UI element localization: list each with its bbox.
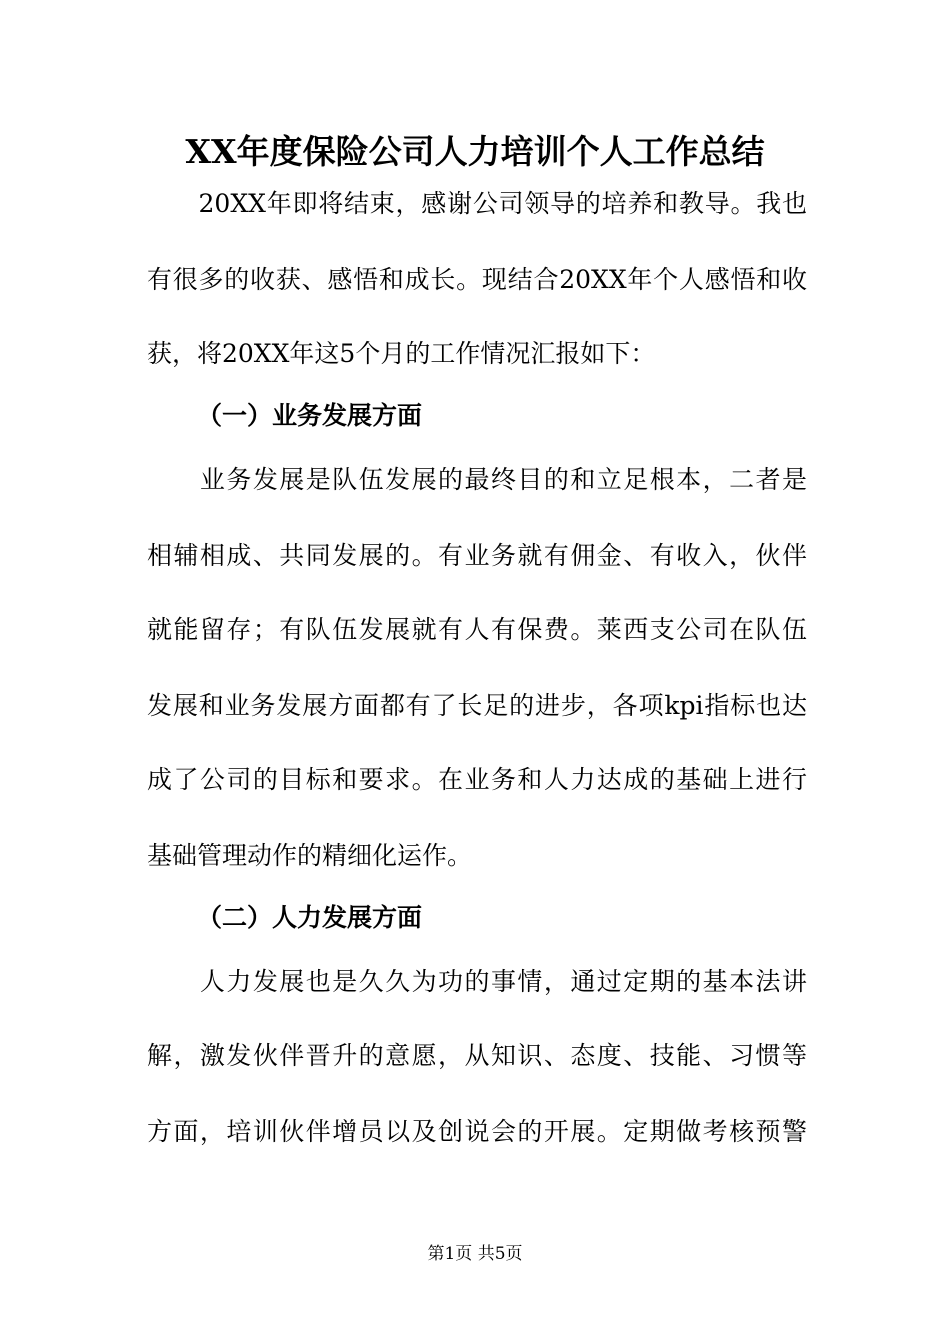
page-footer: 第1页 共5页 [427,1244,523,1264]
paragraph-line: 方面，培训伙伴增员以及创说会的开展。定期做考核预警 [147,1117,807,1146]
section-heading-manpower: （二）人力发展方面 [197,903,423,932]
document-title: XX年度保险公司人力培训个人工作总结 [185,132,765,171]
paragraph-line: 业务发展是队伍发展的最终目的和立足根本，二者是 [147,465,807,494]
paragraph-line: 20XX年即将结束，感谢公司领导的培养和教导。我也 [147,189,807,218]
paragraph-line: 有很多的收获、感悟和成长。现结合20XX年个人感悟和收 [147,265,807,294]
section-heading-business: （一）业务发展方面 [197,401,423,430]
paragraph-line: 就能留存；有队伍发展就有人有保费。莱西支公司在队伍 [147,615,807,644]
paragraph-line: 成了公司的目标和要求。在业务和人力达成的基础上进行 [147,765,807,794]
paragraph-line: 相辅相成、共同发展的。有业务就有佣金、有收入，伙伴 [147,541,807,570]
paragraph-line: 发展和业务发展方面都有了长足的进步，各项kpi指标也达 [147,691,807,720]
paragraph-line: 人力发展也是久久为功的事情，通过定期的基本法讲 [147,967,807,996]
paragraph-line: 获，将20XX年这5个月的工作情况汇报如下： [147,339,656,368]
paragraph-line: 基础管理动作的精细化运作。 [147,841,473,870]
paragraph-line: 解，激发伙伴晋升的意愿，从知识、态度、技能、习惯等 [147,1041,807,1070]
